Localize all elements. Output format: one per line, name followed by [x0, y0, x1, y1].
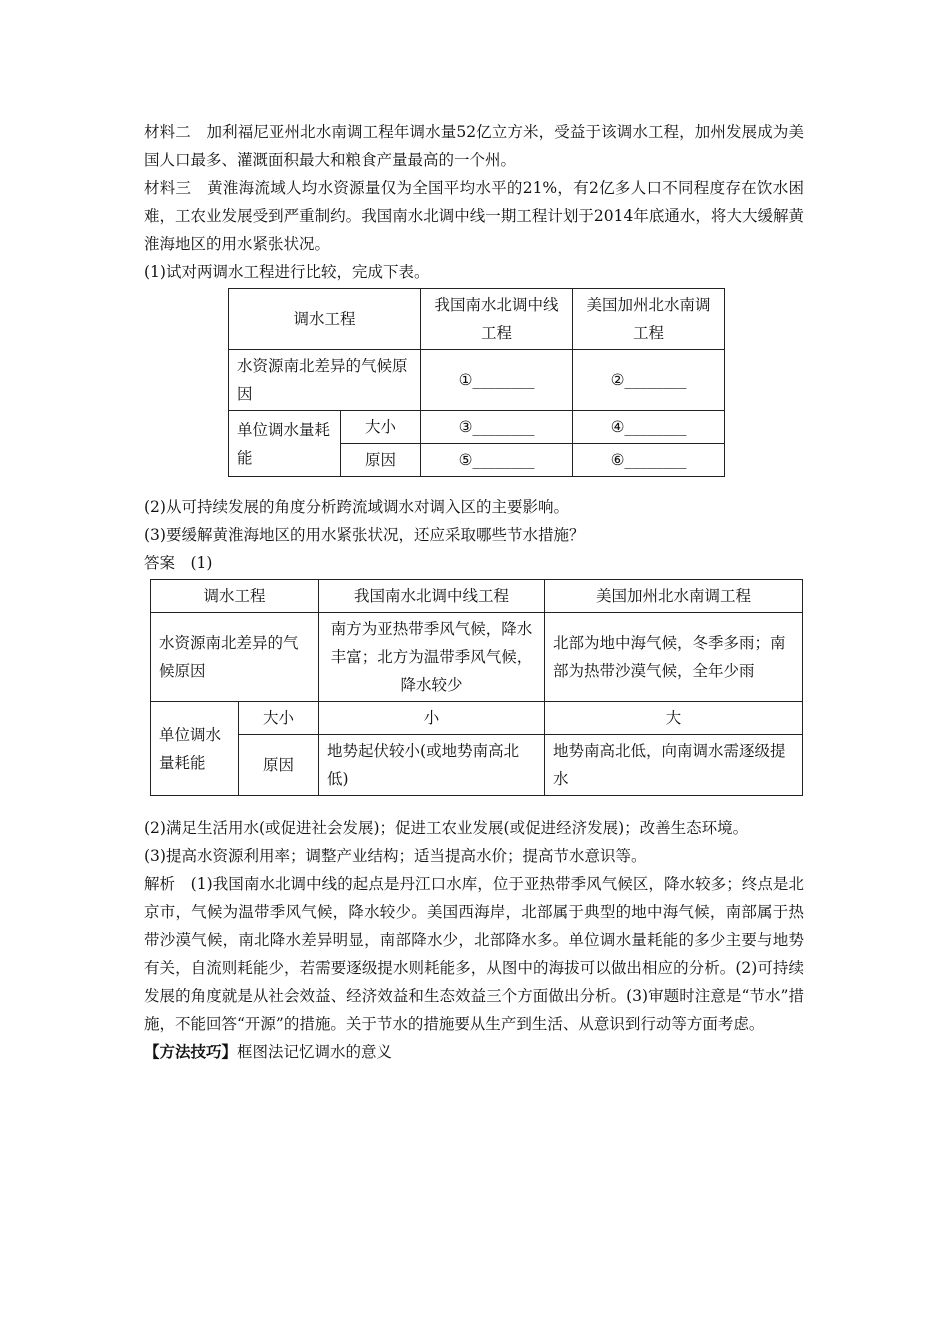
a-reason-usa: 地势南高北低，向南调水需逐级提水 — [545, 735, 803, 796]
method-tip — [144, 1038, 804, 1066]
material-three: 材料三 黄淮海流域人均水资源量仅为全国平均水平的21%，有2亿多人口不同程度存在饮水困难，工农业发展受到严重制约。我国南水北调中线一期工程计划于2014年底通水，将大大缓解黄淮海地区的用水紧张状况。 — [144, 179, 804, 253]
q-blank-2: ②________ — [573, 350, 725, 411]
answer-3: (3)提高水资源利用率；调整产业结构；适当提高水价；提高节水意识等。 — [144, 847, 647, 865]
q-sub-size: 大小 — [341, 411, 421, 444]
q-header-project: 调水工程 — [229, 289, 421, 350]
answer-label: 答案 (1) — [144, 554, 213, 572]
answer-2: (2)满足生活用水(或促进社会发展)；促进工农业发展(或促进经济发展)；改善生态环境。 — [144, 819, 749, 837]
q-row-energy-label: 单位调水量耗能 — [229, 411, 341, 477]
answer-table — [150, 579, 803, 796]
a-size-china: 小 — [319, 702, 545, 735]
a-row-climate-label: 水资源南北差异的气候原因 — [151, 613, 319, 702]
q-header-china: 我国南水北调中线工程 — [421, 289, 573, 350]
a-size-usa: 大 — [545, 702, 803, 735]
q-header-usa: 美国加州北水南调工程 — [573, 289, 725, 350]
analysis: 解析 (1)我国南水北调中线的起点是丹江口水库，位于亚热带季风气候区，降水较多；终点是北京市，气候为温带季风气候，降水较少。美国西海岸，北部属于典型的地中海气候，南部属于热带沙漠气候，南北降水差异明显，南部降水少，北部降水多。单位调水量耗能的多少主要与地势有关，自流则耗能少，若需要逐级提水则耗能多，从图中的海拔可以做出相应的分析。(2)可持续发展的角度就是从社会效益、经济效益和生态效益三个方面做出分析。(3)审题时注意是“节水”措施，不能回答“开源”的措施。关于节水的措施要从生产到生活、从意识到行动等方面考虑。 — [144, 875, 804, 1033]
question-table — [228, 288, 725, 477]
material-two: 材料二 加利福尼亚州北水南调工程年调水量52亿立方米，受益于该调水工程，加州发展成为美国人口最多、灌溉面积最大和粮食产量最高的一个州。 — [144, 123, 804, 169]
a-sub-size: 大小 — [239, 702, 319, 735]
method-text: 框图法记忆调水的意义 — [237, 1043, 393, 1061]
a-header-usa: 美国加州北水南调工程 — [545, 580, 803, 613]
q-row-climate-label: 水资源南北差异的气候原因 — [229, 350, 421, 411]
question-1: (1)试对两调水工程进行比较，完成下表。 — [144, 263, 430, 281]
q-blank-3: ③________ — [421, 411, 573, 444]
q-blank-4: ④________ — [573, 411, 725, 444]
a-climate-china: 南方为亚热带季风气候，降水丰富；北方为温带季风气候，降水较少 — [319, 613, 545, 702]
q-sub-reason: 原因 — [341, 444, 421, 477]
a-sub-reason: 原因 — [239, 735, 319, 796]
question-3: (3)要缓解黄淮海地区的用水紧张状况，还应采取哪些节水措施？ — [144, 526, 585, 544]
a-climate-usa: 北部为地中海气候，冬季多雨；南部为热带沙漠气候，全年少雨 — [545, 613, 803, 702]
method-label: 【方法技巧】 — [144, 1042, 238, 1061]
a-row-energy-label: 单位调水量耗能 — [151, 702, 239, 796]
a-header-china: 我国南水北调中线工程 — [319, 580, 545, 613]
q-blank-1: ①________ — [421, 350, 573, 411]
a-reason-china: 地势起伏较小(或地势南高北低) — [319, 735, 545, 796]
q-blank-6: ⑥________ — [573, 444, 725, 477]
document-page — [144, 118, 804, 1066]
a-header-project: 调水工程 — [151, 580, 319, 613]
question-2: (2)从可持续发展的角度分析跨流域调水对调入区的主要影响。 — [144, 498, 569, 516]
q-blank-5: ⑤________ — [421, 444, 573, 477]
